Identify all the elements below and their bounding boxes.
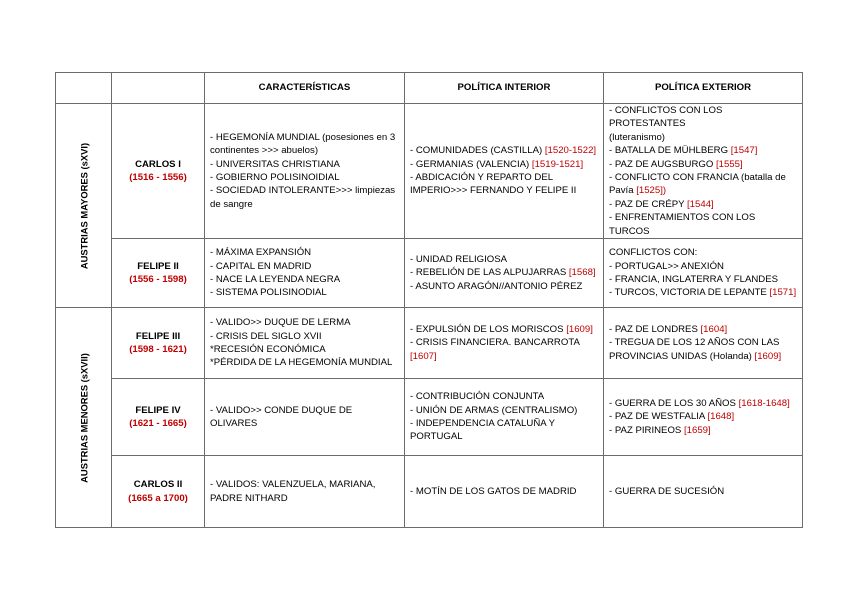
- king-name: CARLOS I: [135, 158, 181, 170]
- exterior-cell: [604, 104, 803, 239]
- reign-years: (1598 - 1621): [129, 344, 187, 356]
- cell-line: [210, 158, 399, 171]
- caracteristicas-cell: [205, 379, 405, 456]
- line-text: - NACE LA LEYENDA NEGRA: [210, 274, 341, 286]
- cell-line: [609, 260, 797, 273]
- line-text: - PAZ DE WESTFALIA: [609, 411, 708, 423]
- king-name: FELIPE IV: [135, 404, 181, 416]
- cell-line: [410, 485, 598, 498]
- group-cell-austrias-mayores: [56, 104, 112, 308]
- line-text: *RECESIÓN ECONÓMICA: [210, 344, 326, 356]
- line-text: - UNIDAD RELIGIOSA: [410, 253, 508, 265]
- cell-line: [210, 404, 399, 431]
- interior-cell: [405, 239, 604, 308]
- cell-line: [609, 144, 797, 157]
- history-table: [55, 72, 803, 528]
- cell-line: [210, 198, 399, 211]
- cell-line: [210, 330, 399, 343]
- line-text: - FRANCIA, INGLATERRA Y FLANDES: [609, 274, 778, 286]
- cell-line: [210, 131, 399, 144]
- king-cell: [112, 308, 205, 379]
- header-politica-interior: POLÍTICA INTERIOR: [405, 73, 604, 104]
- line-text: - UNIÓN DE ARMAS (CENTRALISMO): [410, 404, 578, 416]
- line-text: - TREGUA DE LOS 12 AÑOS CON LAS: [609, 337, 780, 349]
- caracteristicas-cell: [205, 456, 405, 528]
- line-text: - REBELIÓN DE LAS ALPUJARRAS: [410, 267, 569, 279]
- line-text: - CRISIS DEL SIGLO XVII: [210, 330, 322, 342]
- line-text: - PAZ DE LONDRES: [609, 323, 701, 335]
- table-row: [56, 239, 803, 308]
- line-text: - TURCOS, VICTORIA DE LEPANTE: [609, 287, 770, 299]
- line-text: - GOBIERNO POLISINOIDIAL: [210, 172, 340, 184]
- cell-line: [410, 323, 598, 336]
- line-text: - MÁXIMA EXPANSIÓN: [210, 247, 312, 259]
- interior-cell: [405, 104, 604, 239]
- line-text: de sangre: [210, 198, 253, 210]
- cell-line: [609, 131, 797, 144]
- reign-years: (1556 - 1598): [129, 274, 187, 286]
- line-text: - PAZ DE AUGSBURGO: [609, 158, 716, 170]
- date-highlight: [1609]: [754, 350, 782, 362]
- cell-line: [410, 430, 598, 443]
- group-label: AUSTRIAS MAYORES (sXVI): [77, 142, 89, 269]
- line-text: - CONTRIBUCIÓN CONJUNTA: [410, 391, 545, 403]
- line-text: - MOTÍN DE LOS GATOS DE MADRID: [410, 485, 577, 497]
- caracteristicas-cell: [205, 104, 405, 239]
- cell-line: [609, 410, 797, 423]
- date-highlight: [1525]): [636, 185, 667, 197]
- cell-line: [210, 492, 399, 505]
- cell-line: [609, 184, 797, 197]
- cell-line: [609, 246, 797, 259]
- exterior-cell: [604, 239, 803, 308]
- line-text: Pavía: [609, 185, 637, 197]
- line-text: - VALIDOS: VALENZUELA, MARIANA,: [210, 479, 376, 491]
- cell-line: [410, 171, 598, 184]
- king-cell: [112, 379, 205, 456]
- line-text: - ASUNTO ARAGÓN//ANTONIO PÉREZ: [410, 280, 583, 292]
- line-text: - PAZ DE CRÉPY: [609, 198, 688, 210]
- cell-line: [410, 417, 598, 430]
- line-text: - GUERRA DE SUCESIÓN: [609, 485, 725, 497]
- date-highlight: [1604]: [700, 323, 728, 335]
- line-text: - VALIDO>> DUQUE DE LERMA: [210, 317, 351, 329]
- king-name: FELIPE III: [135, 330, 181, 342]
- line-text: - PORTUGAL>> ANEXIÓN: [609, 260, 724, 272]
- group-cell-austrias-menores: [56, 308, 112, 528]
- header-politica-exterior: POLÍTICA EXTERIOR: [604, 73, 803, 104]
- cell-line: [210, 144, 399, 157]
- cell-line: [410, 184, 598, 197]
- line-text: - COMUNIDADES (CASTILLA): [410, 145, 545, 157]
- line-text: - SISTEMA POLISINODIAL: [210, 287, 327, 299]
- cell-line: [210, 316, 399, 329]
- cell-line: [410, 158, 598, 171]
- cell-line: [609, 397, 797, 410]
- cell-line: [609, 424, 797, 437]
- cell-line: [410, 350, 598, 363]
- cell-line: [609, 104, 797, 131]
- interior-cell: [405, 308, 604, 379]
- table-row: [56, 308, 803, 379]
- cell-line: [210, 286, 399, 299]
- line-text: CONFLICTOS CON:: [609, 247, 698, 259]
- table-row: [56, 104, 803, 239]
- cell-line: [210, 184, 399, 197]
- line-text: PADRE NITHARD: [210, 492, 288, 504]
- date-highlight: [1547]: [730, 145, 758, 157]
- reign-years: (1516 - 1556): [129, 172, 187, 184]
- cell-line: [410, 266, 598, 279]
- date-highlight: [1519-1521]: [531, 158, 584, 170]
- date-highlight: [1568]: [568, 267, 596, 279]
- cell-line: [410, 336, 598, 349]
- line-text: (luteranismo): [609, 131, 665, 143]
- line-text: - GUERRA DE LOS 30 AÑOS: [609, 397, 739, 409]
- cell-line: [609, 273, 797, 286]
- line-text: *PÉRDIDA DE LA HEGEMONÍA MUNDIAL: [210, 357, 393, 369]
- line-text: - HEGEMONÍA MUNDIAL (posesiones en 3: [210, 131, 396, 143]
- date-highlight: [1648]: [707, 411, 735, 423]
- line-text: - INDEPENDENCIA CATALUÑA Y: [410, 418, 556, 430]
- cell-line: [410, 253, 598, 266]
- line-text: continentes >>> abuelos): [210, 145, 319, 157]
- date-highlight: [1520-1522]: [544, 145, 597, 157]
- line-text: - CRISIS FINANCIERA. BANCARROTA: [410, 337, 580, 349]
- line-text: - VALIDO>> CONDE DUQUE DE OLIVARES: [210, 404, 353, 430]
- interior-cell: [405, 456, 604, 528]
- line-text: PORTUGAL: [410, 431, 463, 443]
- king-cell: [112, 456, 205, 528]
- king-cell: [112, 104, 205, 239]
- king-cell: [112, 239, 205, 308]
- line-text: PROVINCIAS UNIDAS (Holanda): [609, 350, 755, 362]
- cell-line: [609, 198, 797, 211]
- date-highlight: [1659]: [683, 424, 711, 436]
- cell-line: [609, 211, 797, 238]
- interior-cell: [405, 379, 604, 456]
- line-text: - EXPULSIÓN DE LOS MORISCOS: [410, 323, 567, 335]
- table-row: [56, 456, 803, 528]
- line-text: - ABDICACIÓN Y REPARTO DEL: [410, 172, 554, 184]
- header-row: [56, 73, 803, 104]
- reign-years: (1621 - 1665): [129, 418, 187, 430]
- table-row: [56, 379, 803, 456]
- exterior-cell: [604, 456, 803, 528]
- date-highlight: [1544]: [687, 198, 714, 210]
- group-label: AUSTRIAS MENORES (sXVII): [77, 352, 89, 483]
- cell-line: [609, 286, 797, 299]
- cell-line: [410, 390, 598, 403]
- header-empty-1: [56, 73, 112, 104]
- cell-line: [609, 171, 797, 184]
- exterior-cell: [604, 308, 803, 379]
- king-name: CARLOS II: [133, 479, 183, 491]
- header-caracteristicas: CARACTERÍSTICAS: [205, 73, 405, 104]
- cell-line: [410, 404, 598, 417]
- cell-line: [210, 171, 399, 184]
- line-text: IMPERIO>>> FERNANDO Y FELIPE II: [410, 185, 577, 197]
- line-text: - ENFRENTAMIENTOS CON LOS TURCOS: [609, 212, 756, 237]
- line-text: - CONFLICTOS CON LOS PROTESTANTES: [609, 105, 723, 130]
- king-name: FELIPE II: [137, 260, 179, 272]
- line-text: - SOCIEDAD INTOLERANTE>>> limpiezas: [210, 185, 396, 197]
- caracteristicas-cell: [205, 308, 405, 379]
- line-text: - CONFLICTO CON FRANCIA (batalla de: [609, 172, 786, 184]
- line-text: - PAZ PIRINEOS: [609, 424, 684, 436]
- line-text: - UNIVERSITAS CHRISTIANA: [210, 158, 340, 170]
- cell-line: [210, 356, 399, 369]
- date-highlight: [1571]: [769, 287, 797, 299]
- cell-line: [609, 336, 797, 349]
- cell-line: [210, 260, 399, 273]
- cell-line: [210, 343, 399, 356]
- line-text: - CAPITAL EN MADRID: [210, 260, 312, 272]
- date-highlight: [1555]: [715, 158, 743, 170]
- cell-line: [410, 280, 598, 293]
- caracteristicas-cell: [205, 239, 405, 308]
- line-text: - BATALLA DE MÜHLBERG: [609, 145, 731, 157]
- line-text: - GERMANIAS (VALENCIA): [410, 158, 532, 170]
- cell-line: [210, 478, 399, 491]
- cell-line: [609, 323, 797, 336]
- date-highlight: [1609]: [566, 323, 593, 335]
- cell-line: [609, 485, 797, 498]
- cell-line: [609, 350, 797, 363]
- header-empty-2: [112, 73, 205, 104]
- cell-line: [410, 144, 598, 157]
- cell-line: [609, 158, 797, 171]
- date-highlight: [1618-1648]: [738, 397, 790, 409]
- date-highlight: [1607]: [410, 350, 437, 362]
- cell-line: [210, 246, 399, 259]
- cell-line: [210, 273, 399, 286]
- exterior-cell: [604, 379, 803, 456]
- reign-years: (1665 a 1700): [128, 492, 188, 504]
